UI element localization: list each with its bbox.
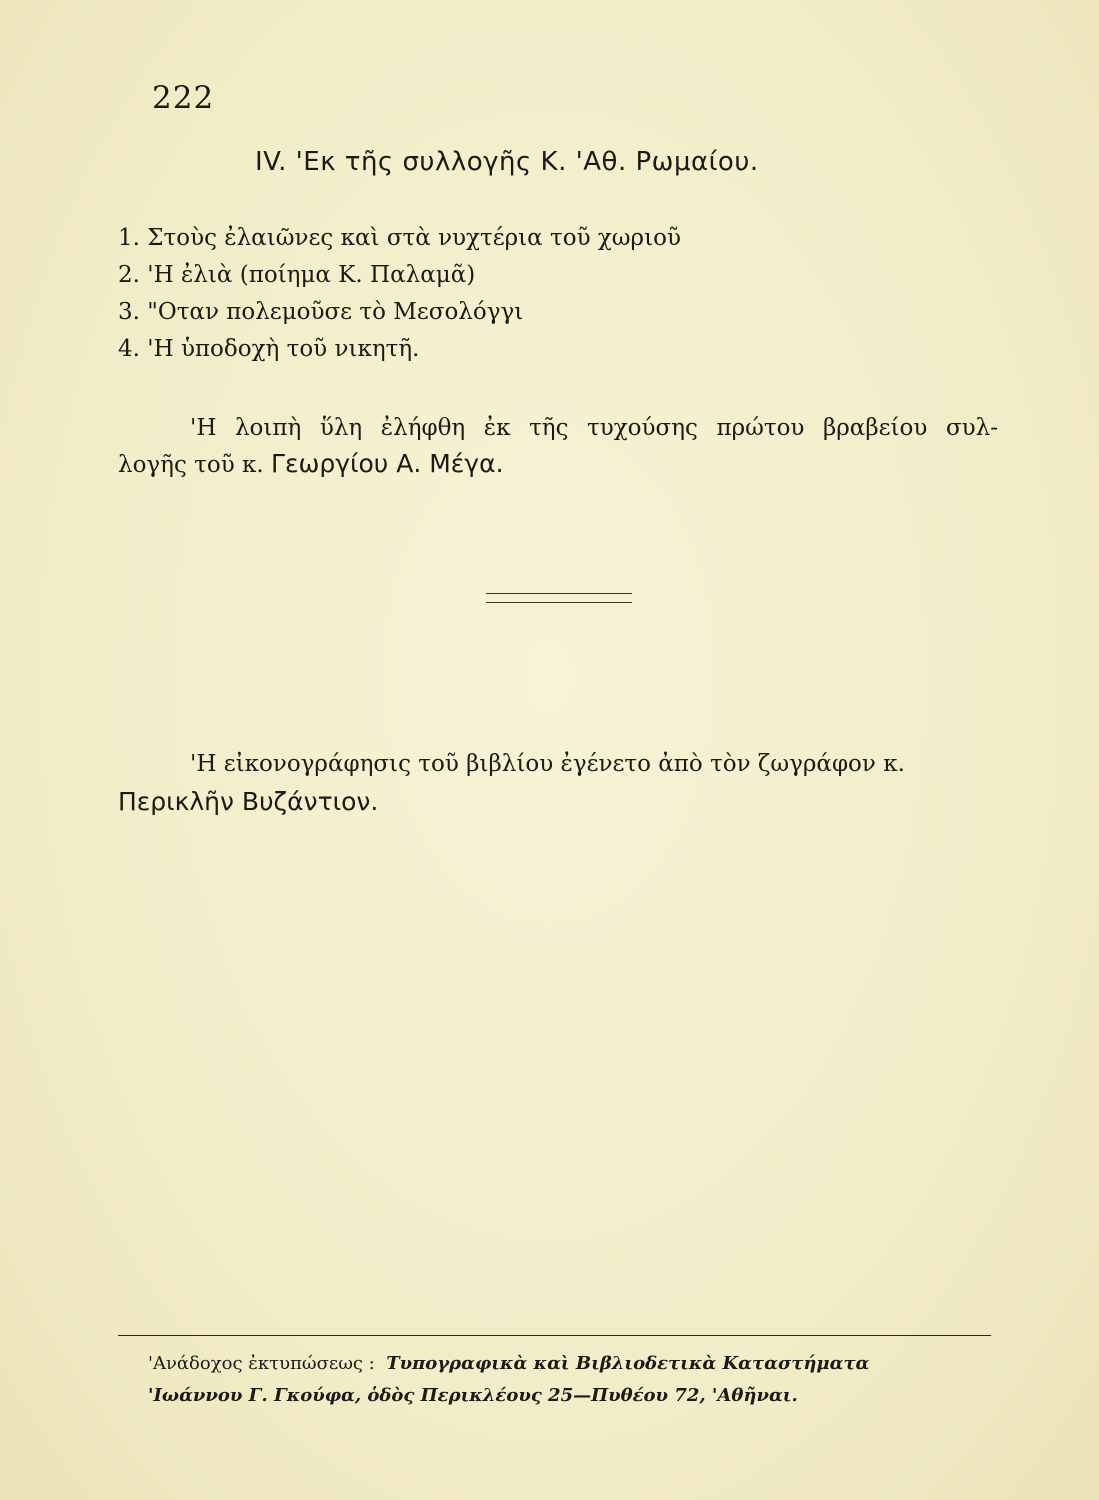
section-title: IV. 'Εκ τῆς συλλογῆς Κ. 'Αθ. Ρωμαίου. <box>255 147 759 177</box>
printer-imprint <box>148 1348 869 1412</box>
imprint-address: 'Ιωάννου Γ. Γκούφα, ὁδὸς Περικλέους 25—Πυθέου 72, 'Αθῆναι. <box>148 1385 798 1406</box>
list-item: 2. 'Η ἐλιὰ (ποίημα Κ. Παλαμᾶ) <box>118 262 476 288</box>
imprint-label: 'Ανάδοχος ἐκτυπώσεως : <box>148 1353 375 1374</box>
imprint-line <box>148 1348 869 1380</box>
list-item: 4. 'Η ὑποδοχὴ τοῦ νικητῆ. <box>118 336 420 362</box>
page-number: 222 <box>152 80 215 116</box>
paragraph-line: 'Η εἰκονογράφησις τοῦ βιβλίου ἐγένετο ἀπὸ τὸν ζωγράφον κ. <box>190 751 905 777</box>
footer-rule <box>118 1335 991 1336</box>
illustrator-name: Περικλῆν Βυζάντιον. <box>118 787 379 816</box>
list-item: 1. Στοὺς ἐλαιῶνες καὶ στὰ νυχτέρια τοῦ χωριοῦ <box>118 225 681 251</box>
list-item: 3. "Οταν πολεμοῦσε τὸ Μεσολόγγι <box>118 299 524 325</box>
paragraph-text: λογῆς τοῦ κ. <box>118 452 264 478</box>
paragraph-line: 'Η λοιπὴ ὕλη ἐλήφθη ἐκ τῆς τυχούσης πρώτου βραβείου συλ- <box>190 415 998 441</box>
imprint-printer: Τυπογραφικὰ καὶ Βιβλιοδετικὰ Καταστήματα <box>386 1353 870 1374</box>
collector-name: Γεωργίου Α. Μέγα. <box>271 449 504 478</box>
